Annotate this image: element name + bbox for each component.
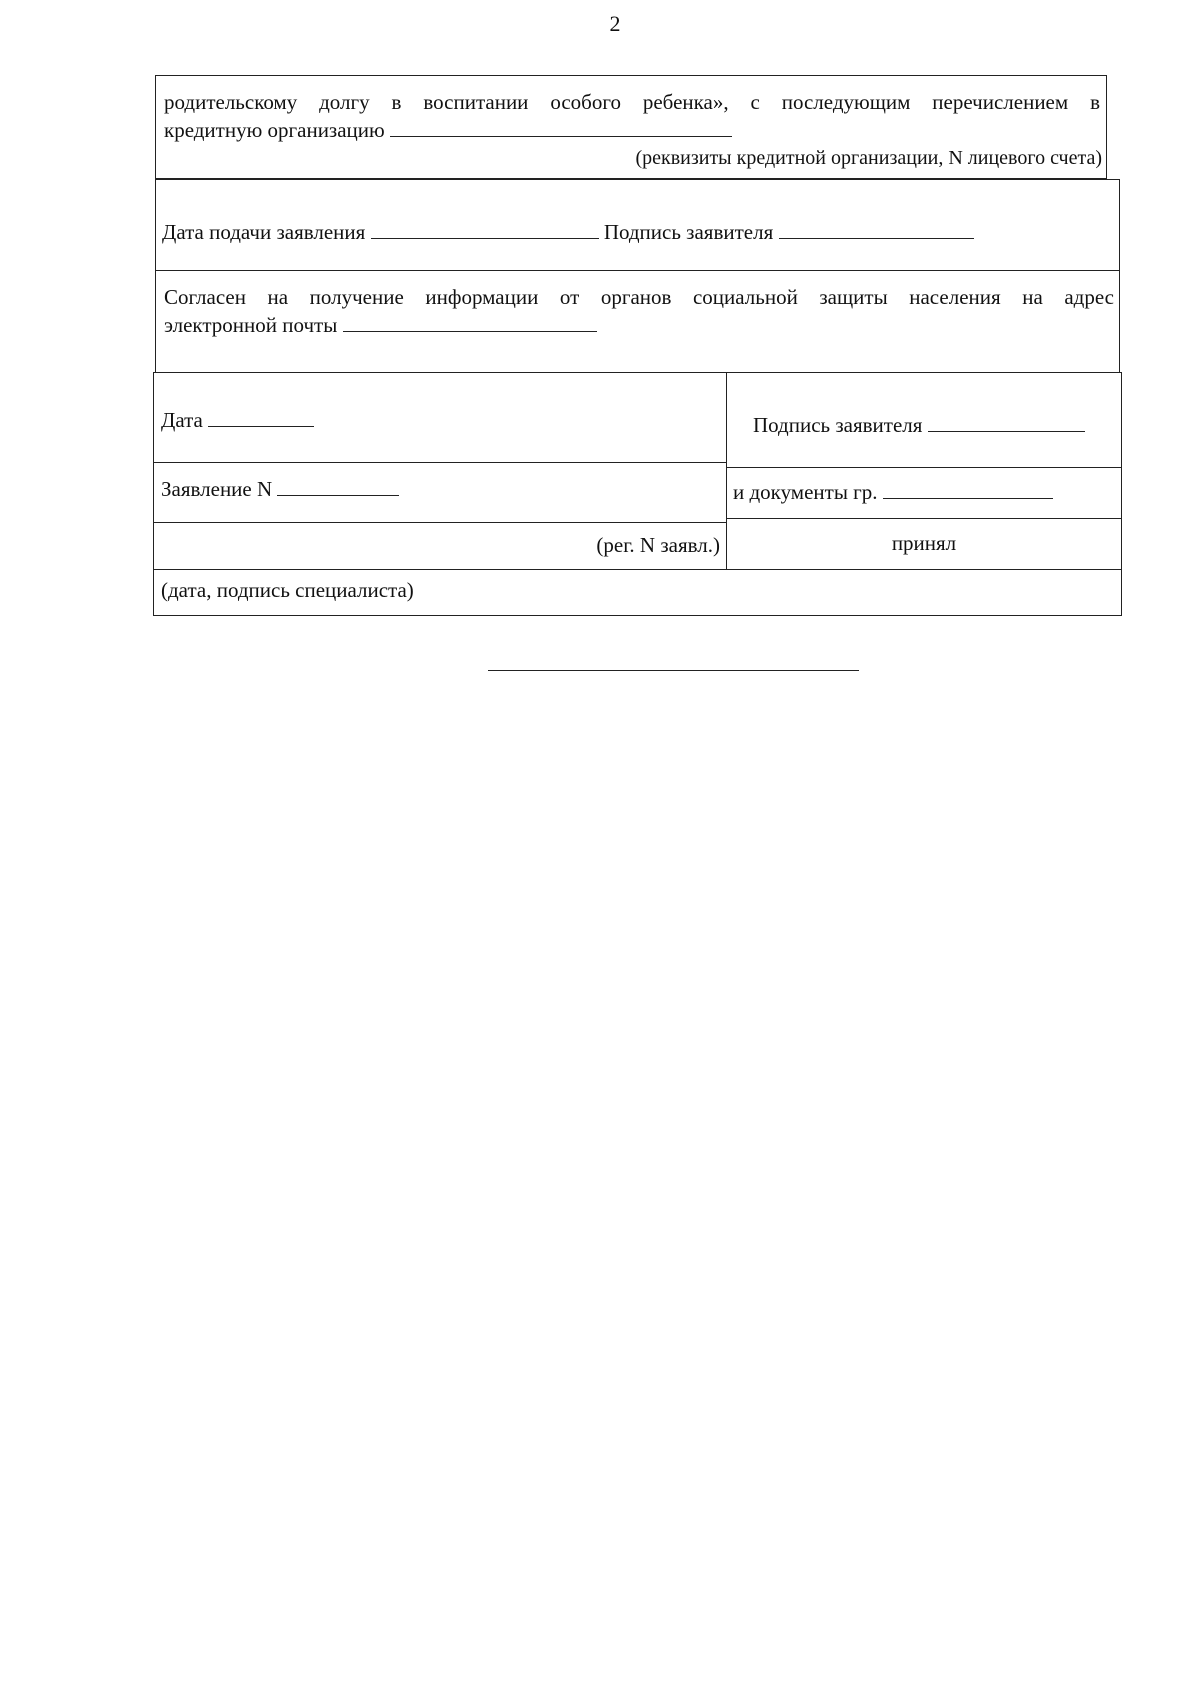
receipt-date-cell — [154, 373, 727, 463]
credit-org-label: кредитную организацию — [164, 118, 385, 142]
receipt-signature-field[interactable] — [928, 413, 1085, 432]
credit-org-field[interactable] — [390, 118, 732, 137]
consent-text-line2 — [164, 313, 597, 338]
documents-cell — [727, 468, 1121, 519]
payment-text-line1: родительскому долгу в воспитании особого ребенка», с последующим перечислением в — [164, 90, 1100, 114]
receipt-date-field[interactable] — [208, 408, 314, 427]
application-number-row — [161, 477, 399, 502]
documents-row — [733, 480, 1053, 505]
payment-text-line2 — [164, 118, 732, 143]
email-label: электронной почты — [164, 313, 338, 337]
email-consent-block — [155, 270, 1120, 373]
documents-citizen-field[interactable] — [883, 480, 1053, 499]
documents-label: и документы гр. — [733, 480, 878, 504]
submission-block — [155, 179, 1120, 271]
application-number-cell — [154, 463, 727, 523]
receipt-grid — [153, 372, 1122, 616]
application-number-field[interactable] — [277, 477, 399, 496]
page-number: 2 — [609, 11, 621, 36]
credit-org-caption: (реквизиты кредитной организации, N лицевого счета) — [635, 147, 1102, 169]
receipt-signature-cell — [727, 373, 1121, 468]
submission-date-field[interactable] — [371, 220, 599, 239]
submission-signature-label: Подпись заявителя — [603, 220, 774, 244]
consent-text-line1: Согласен на получение информации от органов социальной защиты населения на адрес — [164, 285, 1114, 309]
receipt-signature-row — [753, 413, 1085, 438]
receipt-signature-label: Подпись заявителя — [753, 413, 923, 437]
email-field[interactable] — [343, 313, 597, 332]
accepted-cell — [727, 519, 1121, 571]
receipt-date-label: Дата — [161, 408, 203, 432]
specialist-caption: (дата, подпись специалиста) — [161, 578, 414, 602]
reg-number-cell — [154, 523, 727, 569]
submission-signature-field[interactable] — [779, 220, 974, 239]
reg-number-caption: (рег. N заявл.) — [596, 533, 720, 557]
specialist-cell — [154, 569, 1121, 615]
application-number-label: Заявление N — [161, 477, 273, 501]
accepted-label: принял — [891, 531, 957, 555]
payment-details-block — [155, 75, 1107, 179]
receipt-date-row — [161, 408, 314, 433]
submission-date-label: Дата подачи заявления — [162, 220, 366, 244]
end-separator-line — [488, 670, 859, 671]
submission-row — [162, 220, 974, 245]
